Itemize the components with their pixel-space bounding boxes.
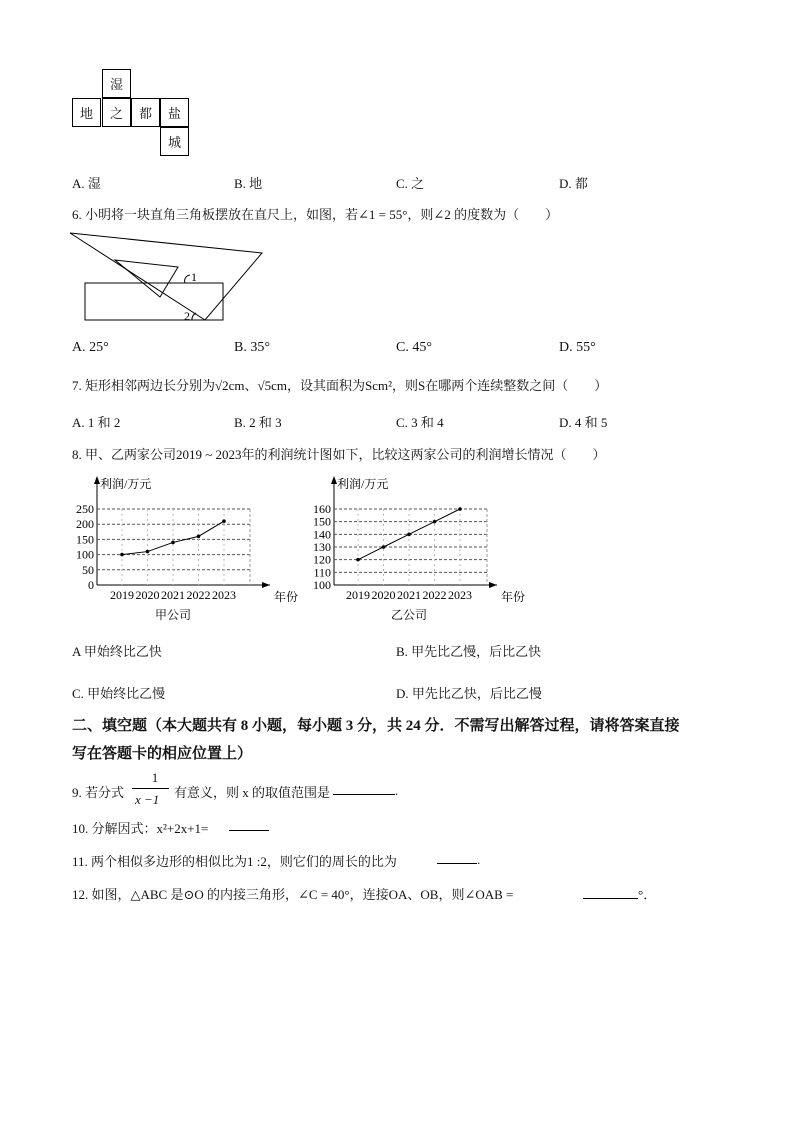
data-point bbox=[458, 507, 462, 511]
net-cell: 地 bbox=[72, 98, 101, 127]
section-2-heading: 二、填空题（本大题共有 8 小题，每小题 3 分，共 24 分．不需写出解答过程，请将答案直接 bbox=[72, 718, 680, 734]
y-tick-label: 140 bbox=[313, 527, 331, 542]
answer-blank-10[interactable] bbox=[229, 818, 269, 835]
ruler bbox=[85, 283, 223, 320]
x-tick-label: 2021 bbox=[161, 588, 185, 602]
y-tick-label: 120 bbox=[313, 552, 331, 567]
x-axis-label: 年份 bbox=[501, 590, 526, 604]
x-axis-arrow bbox=[262, 582, 270, 588]
option-a[interactable]: A. 1 和 2 bbox=[72, 415, 121, 430]
question-9-pre: 9. 若分式 bbox=[72, 785, 125, 800]
y-tick-label: 150 bbox=[76, 532, 94, 547]
answer-blank-11[interactable] bbox=[437, 851, 480, 868]
data-point bbox=[222, 519, 226, 523]
triangle-inner bbox=[115, 260, 178, 297]
y-tick-label: 100 bbox=[76, 547, 94, 562]
data-point bbox=[197, 535, 201, 539]
angle-1-label: 1 bbox=[191, 270, 197, 284]
option-d[interactable]: D. 甲先比乙快，后比乙慢 bbox=[396, 686, 542, 701]
question-7-stem: 7. 矩形相邻两边长分别为√2cm、√5cm，设其面积为Scm²，则S在哪两个连续整数之间（ ） bbox=[72, 378, 608, 393]
profit-charts bbox=[0, 470, 793, 630]
net-cell: 盐 bbox=[160, 98, 189, 127]
x-tick-label: 2021 bbox=[397, 588, 421, 602]
y-tick-label: 130 bbox=[313, 540, 331, 554]
x-tick-label: 2019 bbox=[110, 588, 134, 602]
chart-title: 甲公司 bbox=[154, 608, 192, 622]
triangle-ruler-figure bbox=[60, 225, 280, 335]
data-point bbox=[120, 553, 124, 557]
option-a[interactable]: A 甲始终比乙快 bbox=[72, 644, 162, 659]
fraction-numerator: 1 bbox=[151, 770, 159, 785]
x-tick-label: 2020 bbox=[371, 588, 396, 602]
option-c[interactable]: C. 之 bbox=[396, 176, 425, 191]
option-b[interactable]: B. 甲先比乙慢，后比乙快 bbox=[396, 644, 542, 659]
question-8-stem: 8. 甲、乙两家公司2019 ~ 2023年的利润统计图如下，比较这两家公司的利润增长情况（ ） bbox=[72, 447, 606, 462]
option-c[interactable]: C. 3 和 4 bbox=[396, 415, 444, 430]
y-tick-label: 250 bbox=[76, 502, 94, 516]
period: . bbox=[477, 852, 481, 867]
question-6-stem: 6. 小明将一块直角三角板摆放在直尺上，如图，若∠1 = 55°，则∠2 的度数为（ ） bbox=[72, 207, 559, 222]
x-tick-label: 2023 bbox=[448, 588, 472, 602]
question-9-post: 有意义，则 x 的取值范围是 bbox=[174, 785, 331, 800]
answer-blank-9[interactable] bbox=[333, 782, 398, 799]
y-tick-label: 110 bbox=[313, 565, 331, 580]
data-point bbox=[407, 533, 411, 537]
x-axis-arrow bbox=[489, 582, 497, 588]
x-tick-label: 2020 bbox=[135, 588, 160, 602]
net-cell: 城 bbox=[160, 127, 189, 156]
option-d[interactable]: D. 都 bbox=[559, 176, 588, 191]
option-b[interactable]: B. 35° bbox=[234, 340, 270, 355]
chart-title: 乙公司 bbox=[390, 608, 428, 622]
y-tick-label: 160 bbox=[313, 502, 331, 516]
question-12: 12. 如图，△ABC 是⊙O 的内接三角形，∠C = 40°，连接OA、OB，则∠OAB = bbox=[72, 887, 514, 902]
x-tick-label: 2022 bbox=[422, 588, 447, 602]
question-10: 10. 分解因式：x²+2x+1= bbox=[72, 821, 209, 836]
net-cell: 湿 bbox=[102, 69, 131, 98]
x-tick-label: 2022 bbox=[186, 588, 211, 602]
option-d[interactable]: D. 4 和 5 bbox=[559, 415, 608, 430]
angle-2-label: 2 bbox=[184, 309, 190, 323]
data-point bbox=[356, 558, 360, 562]
y-tick-label: 200 bbox=[76, 517, 94, 532]
y-axis-label: 利润/万元 bbox=[337, 477, 389, 491]
fraction-bar bbox=[132, 788, 169, 789]
option-a[interactable]: A. 湿 bbox=[72, 176, 101, 191]
option-a[interactable]: A. 25° bbox=[72, 340, 109, 355]
net-cell: 之 bbox=[102, 98, 131, 127]
option-c[interactable]: C. 45° bbox=[396, 340, 432, 355]
y-axis-label: 利润/万元 bbox=[100, 477, 152, 491]
net-cell: 都 bbox=[131, 98, 160, 127]
angle-1-arc bbox=[185, 275, 190, 283]
y-tick-label: 0 bbox=[88, 578, 94, 592]
option-b[interactable]: B. 地 bbox=[234, 176, 263, 191]
x-tick-label: 2019 bbox=[346, 588, 370, 602]
triangle-outer bbox=[70, 233, 262, 320]
y-tick-label: 150 bbox=[313, 514, 331, 529]
data-point bbox=[433, 520, 437, 524]
section-2-heading-cont: 写在答题卡的相应位置上） bbox=[72, 746, 253, 762]
x-tick-label: 2023 bbox=[212, 588, 236, 602]
data-point bbox=[382, 545, 386, 549]
option-c[interactable]: C. 甲始终比乙慢 bbox=[72, 686, 166, 701]
option-b[interactable]: B. 2 和 3 bbox=[234, 415, 282, 430]
fraction-denominator: x −1 bbox=[135, 792, 160, 807]
option-d[interactable]: D. 55° bbox=[559, 340, 596, 355]
question-11: 11. 两个相似多边形的相似比为1 :2，则它们的周长的比为 bbox=[72, 854, 397, 869]
degree-suffix: °． bbox=[638, 887, 657, 902]
answer-blank-12[interactable] bbox=[583, 884, 656, 903]
data-point bbox=[171, 541, 175, 545]
period: . bbox=[395, 783, 399, 798]
y-tick-label: 100 bbox=[313, 578, 331, 592]
y-tick-label: 50 bbox=[82, 562, 94, 577]
x-axis-label: 年份 bbox=[274, 590, 299, 604]
data-point bbox=[146, 550, 150, 554]
